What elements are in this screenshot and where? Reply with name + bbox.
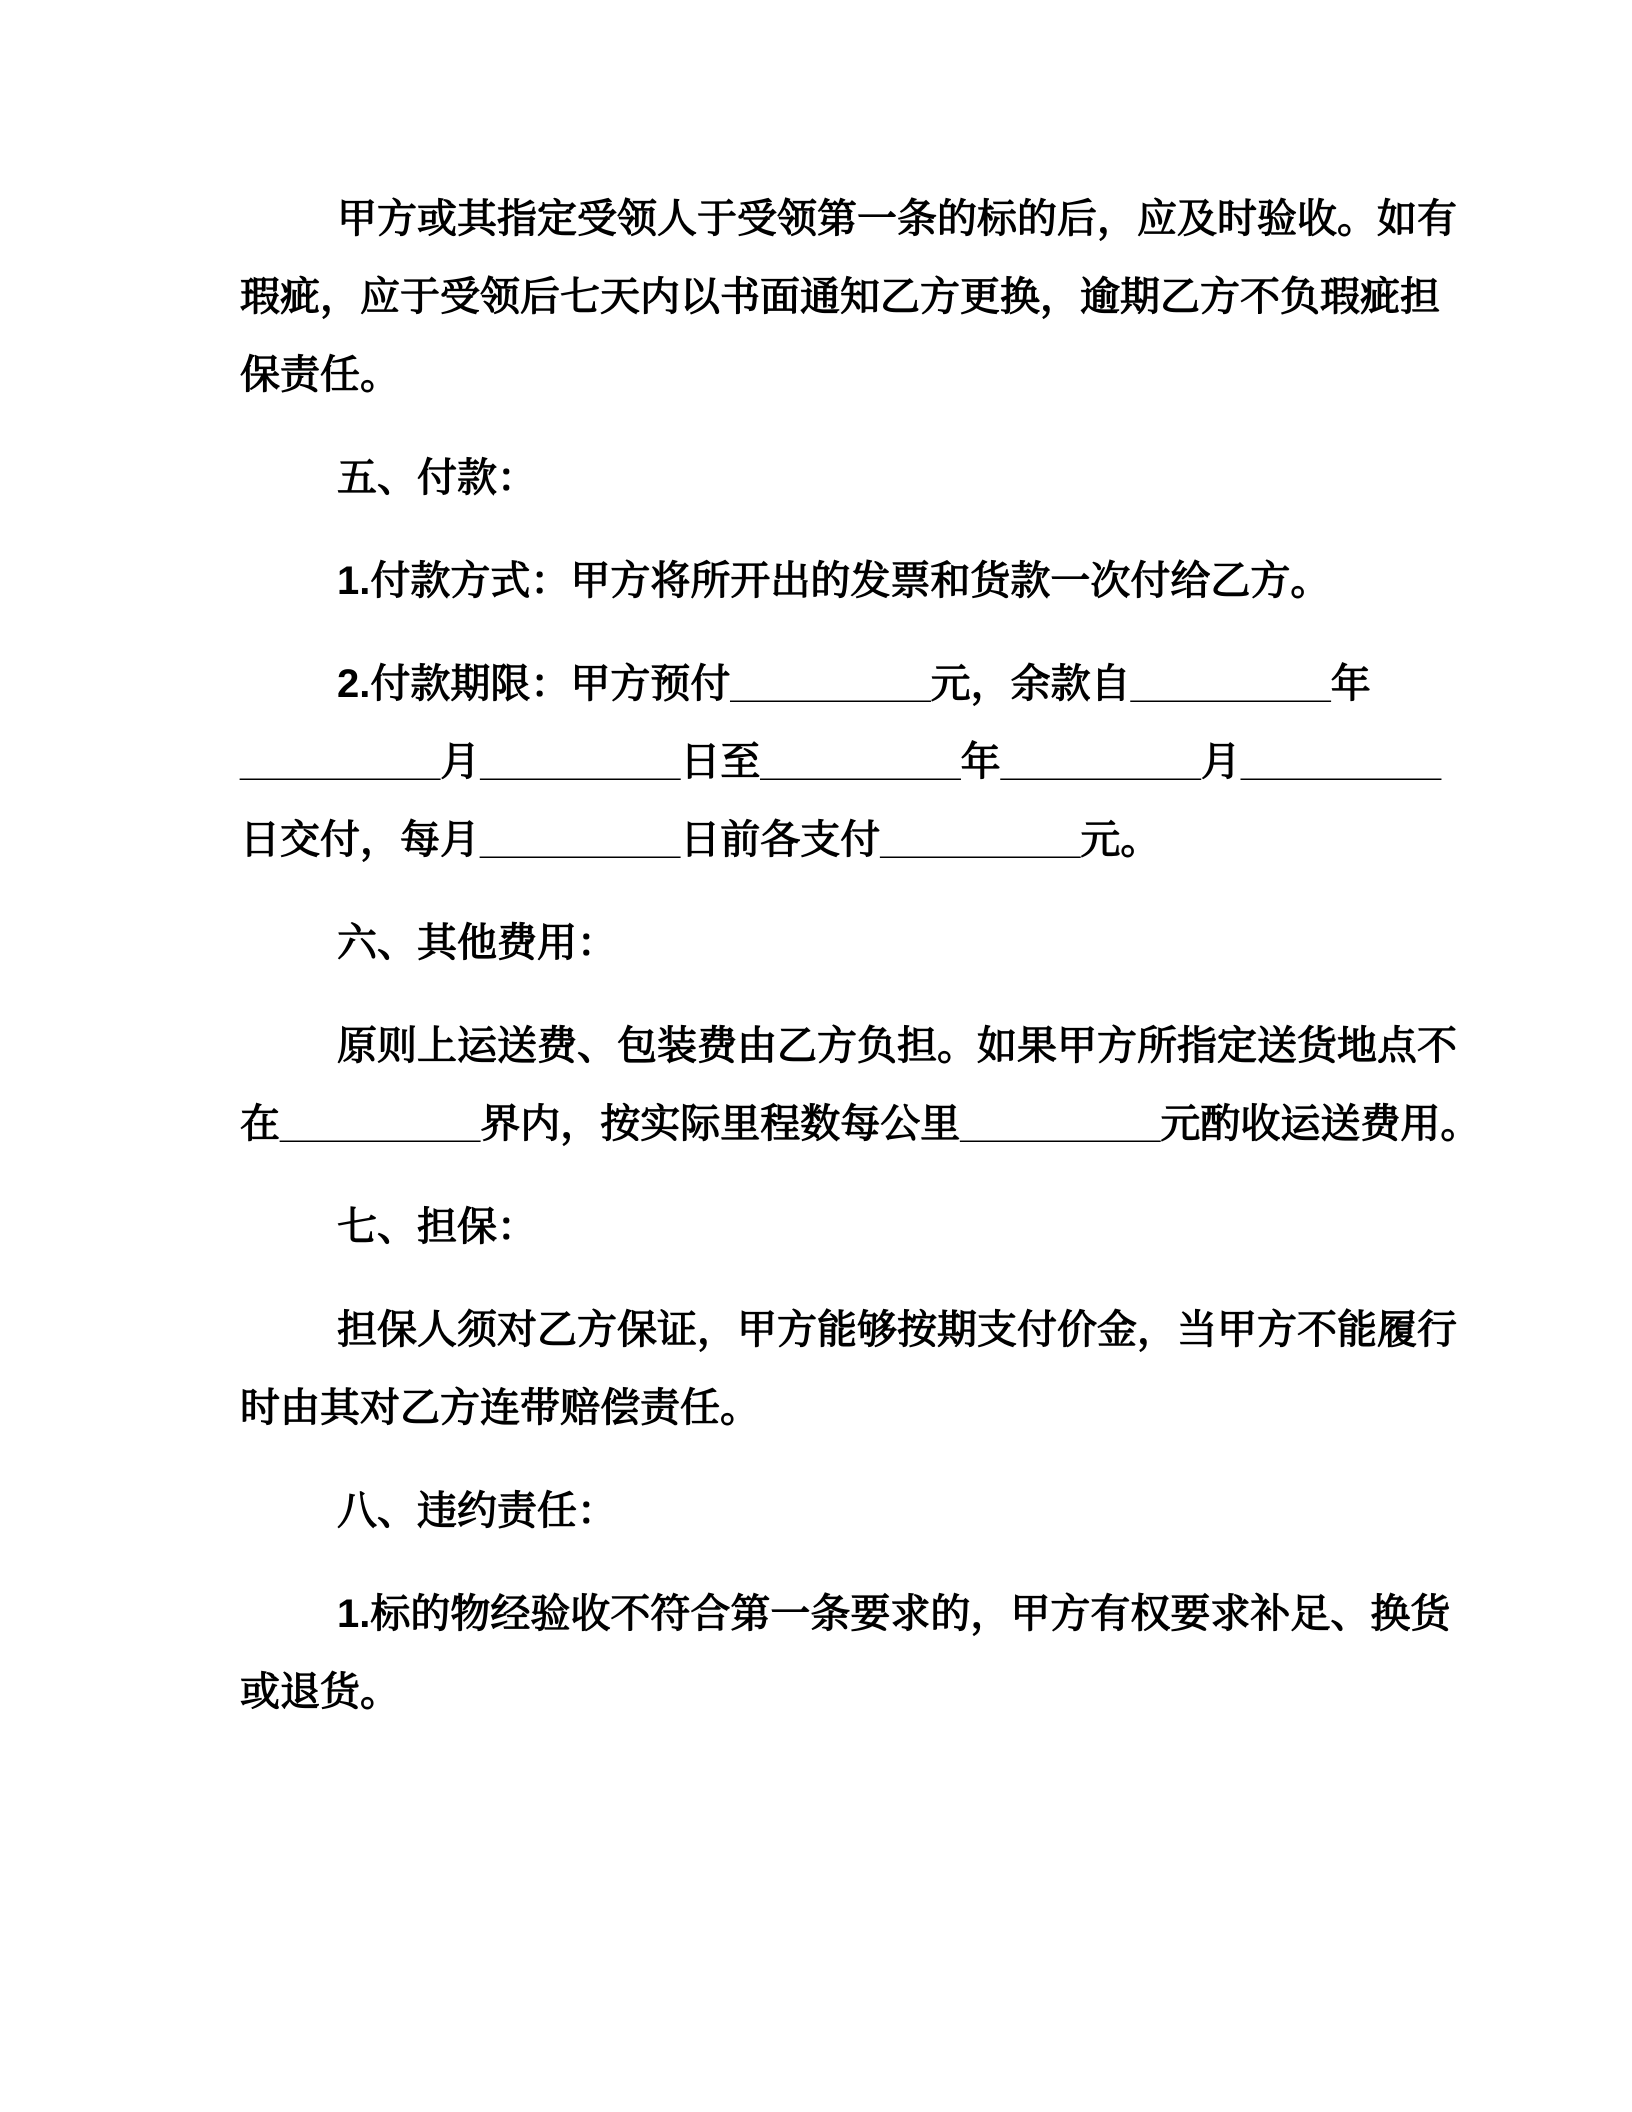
paragraph [240,1291,1482,1447]
text-line: 1.付款方式：甲方将所开出的发票和货款一次付给乙方。 [337,559,1331,603]
paragraph [240,1188,1482,1266]
text-line: 时由其对乙方连带赔偿责任。 [240,1386,760,1430]
text-line: _________月_________日至_________年_________月_________ [240,740,1442,784]
paragraph [240,1472,1482,1550]
text-line: 五、付款： [337,456,537,500]
paragraph [240,542,1482,620]
text-line: 原则上运送费、包装费由乙方负担。如果甲方所指定送货地点不 [337,1024,1457,1068]
paragraph [240,1575,1482,1731]
paragraph [240,180,1482,414]
text-line: 1.标的物经验收不符合第一条要求的，甲方有权要求补足、换货 [337,1592,1451,1636]
paragraph [240,439,1482,517]
text-line: 甲方或其指定受领人于受领第一条的标的后，应及时验收。如有 [337,197,1457,241]
text-line: 或退货。 [240,1670,400,1714]
text-line: 六、其他费用： [337,921,617,965]
text-line: 在_________界内，按实际里程数每公里_________元酌收运送费用。 [240,1102,1481,1146]
text-line: 保责任。 [240,353,400,397]
paragraph [240,1007,1482,1163]
text-line: 日交付，每月_________日前各支付_________元。 [240,818,1161,862]
text-line: 2.付款期限：甲方预付_________元，余款自_________年 [337,662,1371,706]
paragraph [240,904,1482,982]
text-line: 瑕疵，应于受领后七天内以书面通知乙方更换，逾期乙方不负瑕疵担 [240,275,1440,319]
text-line: 七、担保： [337,1205,537,1249]
text-line: 八、违约责任： [337,1489,617,1533]
paragraph [240,645,1482,879]
text-line: 担保人须对乙方保证，甲方能够按期支付价金，当甲方不能履行 [337,1308,1457,1352]
